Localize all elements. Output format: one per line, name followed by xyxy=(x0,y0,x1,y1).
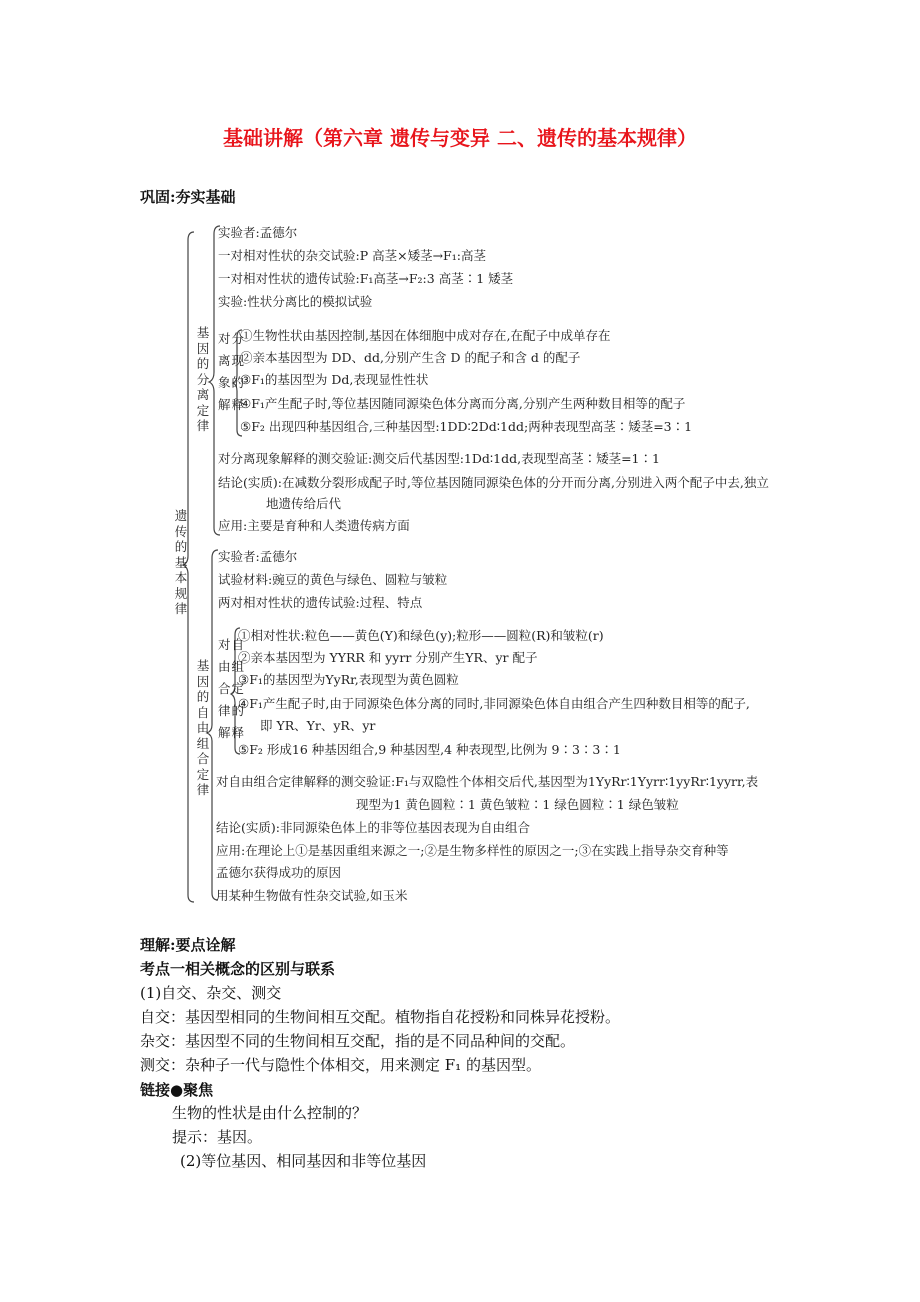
diagram-line: 一对相对性状的杂交试验:P 高茎×矮茎→F₁:高茎 xyxy=(218,248,486,263)
diagram-line: 实验:性状分离比的模拟试验 xyxy=(218,294,373,309)
diagram-line: 试验材料:豌豆的黄色与绿色、圆粒与皱粒 xyxy=(218,572,448,587)
diagram-line: ⑤F₂ 形成16 种基因组合,9 种基因型,4 种表现型,比例为 9∶3∶3∶1 xyxy=(238,742,621,757)
separation-law-label: 基因的分离定律 xyxy=(196,325,210,433)
diagram-line: 应用:主要是育种和人类遗传病方面 xyxy=(218,518,410,533)
diagram-line: ①相对性状:粒色——黄色(Y)和绿色(y);粒形——圆粒(R)和皱粒(r) xyxy=(238,628,604,643)
diagram-line: ④F₁产生配子时,等位基因随同源染色体分离而分离,分别产生两种数目相等的配子 xyxy=(240,396,686,411)
body-line: 测交：杂种子一代与隐性个体相交，用来测定 F₁ 的基因型。 xyxy=(140,1056,541,1074)
diagram-line: ③F₁的基因型为YyRr,表现型为黄色圆粒 xyxy=(238,672,459,687)
diagram-line: 用某种生物做有性杂交试验,如玉米 xyxy=(216,888,408,903)
independent-explain-label: 对自由组合定律的解释 xyxy=(218,637,246,740)
diagram-line: 对分离现象解释的测交验证:测交后代基因型:1Dd∶1dd,表现型高茎∶矮茎=1∶1 xyxy=(218,451,660,466)
diagram-line: 即 YR、Yr、yR、yr xyxy=(260,718,376,733)
diagram-line: 一对相对性状的遗传试验:F₁高茎→F₂:3 高茎∶1 矮茎 xyxy=(218,271,514,286)
diagram-line: 对自由组合定律解释的测交验证:F₁与双隐性个体相交后代,基因型为1YyRr∶1Yyrr∶1yyRr∶1yyrr,表 xyxy=(216,774,759,789)
question: 生物的性状是由什么控制的？ xyxy=(172,1104,368,1122)
diagram-line: 孟德尔获得成功的原因 xyxy=(216,865,342,880)
body-line: 杂交：基因型不同的生物间相互交配，指的是不同品种间的交配。 xyxy=(140,1032,576,1050)
diagram-line: 实验者:孟德尔 xyxy=(218,549,298,564)
diagram-line: 两对相对性状的遗传试验:过程、特点 xyxy=(218,595,423,610)
diagram-line: ④F₁产生配子时,由于同源染色体分离的同时,非同源染色体自由组合产生四种数目相等的配子, xyxy=(238,696,750,711)
section-heading: 理解:要点诠解 xyxy=(140,936,236,954)
hint: 提示：基因。 xyxy=(172,1128,263,1146)
link-heading: 链接●聚焦 xyxy=(140,1081,214,1099)
section-heading: 巩固:夯实基础 xyxy=(140,188,236,206)
point-heading-2: (2)等位基因、相同基因和非等位基因 xyxy=(180,1152,427,1170)
diagram-line: ⑤F₂ 出现四种基因组合,三种基因型:1DD∶2Dd∶1dd;两种表现型高茎∶矮茎=3∶1 xyxy=(240,419,693,434)
diagram-line: ②亲本基因型为 DD、dd,分别产生含 D 的配子和含 d 的配子 xyxy=(240,350,581,365)
diagram-line: 结论(实质):非同源染色体上的非等位基因表现为自由组合 xyxy=(216,820,530,835)
separation-explain-label: 对分离现象的解释 xyxy=(218,331,246,412)
diagram-line: 地遗传给后代 xyxy=(266,496,342,511)
diagram-line: ②亲本基因型为 YYRR 和 yyrr 分别产生YR、yr 配子 xyxy=(238,650,538,665)
body-line: (1)自交、杂交、测交 xyxy=(140,984,282,1002)
diagram-line: ③F₁的基因型为 Dd,表现显性性状 xyxy=(240,372,429,387)
body-line: 自交：基因型相同的生物间相互交配。植物指自花授粉和同株异花授粉。 xyxy=(140,1008,621,1026)
diagram-line: 现型为1 黄色圆粒∶1 黄色皱粒∶1 绿色圆粒∶1 绿色皱粒 xyxy=(356,797,679,812)
diagram-line: 结论(实质):在减数分裂形成配子时,等位基因随同源染色体的分开而分离,分别进入两个配子中去,独立 xyxy=(218,475,769,490)
independent-law-label: 基因的自由组合定律 xyxy=(196,658,210,797)
point-heading: 考点一相关概念的区别与联系 xyxy=(140,960,336,978)
diagram-line: 应用:在理论上①是基因重组来源之一;②是生物多样性的原因之一;③在实践上指导杂交育种等 xyxy=(216,843,729,858)
page-title: 基础讲解（第六章 遗传与变异 二、遗传的基本规律） xyxy=(223,126,697,150)
root-label: 遗传的基本规律 xyxy=(174,508,188,616)
diagram-line: ①生物性状由基因控制,基因在体细胞中成对存在,在配子中成单存在 xyxy=(240,328,611,343)
diagram-line: 实验者:孟德尔 xyxy=(218,225,298,240)
